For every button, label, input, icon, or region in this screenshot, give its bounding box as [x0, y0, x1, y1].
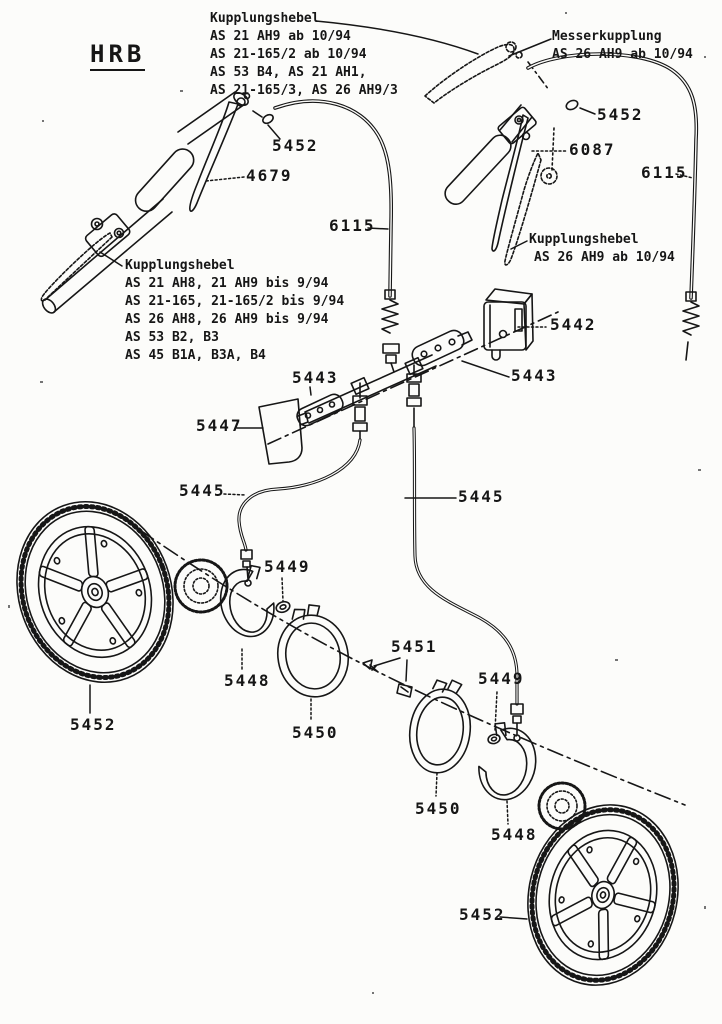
left-cable-spring	[382, 290, 399, 372]
part-label-5449-right: 5449	[478, 669, 525, 688]
right-cable-adjuster	[407, 365, 421, 428]
note-title: Kupplungshebel	[210, 11, 320, 26]
right-drive-sprocket	[539, 783, 585, 829]
note-line: AS 21-165/2 ab 10/94	[210, 47, 367, 62]
cable-bracket-5443-right	[409, 328, 472, 369]
right-adjuster-nut-5449	[487, 733, 501, 745]
part-label-6115-right: 6115	[641, 163, 688, 182]
note-line: AS 53 B4, AS 21 AH1,	[210, 65, 367, 80]
part-label-5452-grip-right: 5452	[597, 105, 644, 124]
scan-speckles	[8, 12, 706, 994]
note-line: AS 21-165/3, AS 26 AH9/3	[210, 83, 398, 98]
left-brake-band-5450	[270, 600, 355, 703]
model-code-label: HRB	[90, 40, 145, 71]
note-line: AS 26 AH8, 26 AH9 bis 9/94	[125, 312, 329, 327]
left-adjuster-nut-5449	[275, 600, 292, 614]
part-label-5442: 5442	[550, 315, 597, 334]
part-label-5452-wheel-right: 5452	[459, 905, 506, 924]
left-clutch-lever-4679	[190, 94, 250, 212]
part-label-5450-left: 5450	[292, 723, 339, 742]
note-line: AS 21 AH9 ab 10/94	[210, 29, 351, 44]
switch-housing-5442	[484, 289, 533, 360]
part-label-5448-right: 5448	[491, 825, 538, 844]
part-label-5443-right: 5443	[511, 366, 558, 385]
note-line: AS 53 B2, B3	[125, 330, 219, 345]
note-clutch-lever-new	[210, 10, 398, 100]
note-line: AS 21-165, 21-165/2 bis 9/94	[125, 294, 345, 309]
note-line: AS 26 AH9 ab 10/94	[534, 250, 675, 265]
note-title: Kupplungshebel	[529, 232, 639, 247]
part-label-5445-right: 5445	[458, 487, 505, 506]
note-clutch-lever-old	[125, 257, 344, 365]
clip-5451	[397, 684, 412, 697]
left-handlebar-grip	[131, 90, 250, 215]
part-label-5451: 5451	[391, 637, 438, 656]
part-label-6087: 6087	[569, 140, 616, 159]
note-line: AS 26 AH9 ab 10/94	[552, 47, 693, 62]
left-grip-end-cap-5452	[253, 111, 275, 125]
right-inner-cable-5445	[414, 428, 523, 741]
part-label-6115-left: 6115	[329, 216, 376, 235]
part-label-5448-left: 5448	[224, 671, 271, 690]
right-grip-end-cap-5452	[565, 99, 579, 112]
left-lower-clutch-lever	[41, 233, 112, 301]
note-title: Messerkupplung	[552, 29, 662, 44]
left-wheel-5452	[0, 480, 198, 705]
knife-clutch-lever	[425, 42, 522, 103]
part-label-5445-left: 5445	[179, 481, 226, 500]
part-label-5443-left: 5443	[292, 368, 339, 387]
right-cable-spring	[683, 292, 699, 360]
part-label-5452-wheel-left: 5452	[70, 715, 117, 734]
left-drive-sprocket	[175, 560, 227, 612]
right-wheel-5452	[509, 789, 697, 1001]
note-knife-clutch	[552, 28, 693, 64]
pivot-center-line	[552, 128, 554, 170]
part-label-4679: 4679	[246, 166, 293, 185]
part-label-5447: 5447	[196, 416, 243, 435]
note-clutch-lever-right	[529, 231, 675, 267]
part-label-5450-right: 5450	[415, 799, 462, 818]
part-label-5449-left: 5449	[264, 557, 311, 576]
note-line: AS 21 AH8, 21 AH9 bis 9/94	[125, 276, 329, 291]
note-line: AS 45 B1A, B3A, B4	[125, 348, 266, 363]
crossbar	[305, 355, 436, 423]
note-title: Kupplungshebel	[125, 258, 235, 273]
part-label-5452-grip-left: 5452	[272, 136, 319, 155]
